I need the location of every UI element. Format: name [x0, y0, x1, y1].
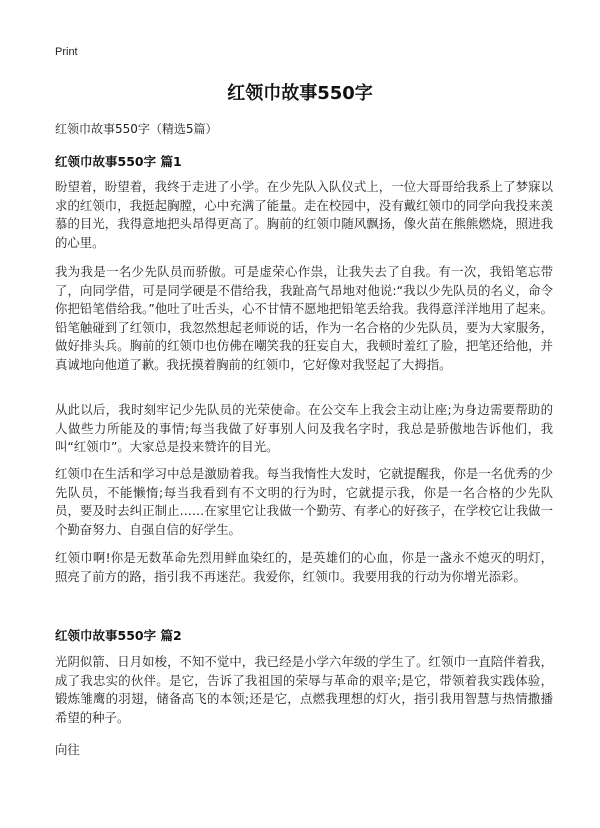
paragraph-1-4: 红领巾在生活和学习中总是激励着我。每当我惰性大发时，它就提醒我，你是一名优秀的少先队员，不能懒惰;每当我看到有不文明的行为时，它就提示我，你是一名合格的少先队员，要及时去纠正制止……在家里它让我做一个勤劳、有孝心的好孩子，在学校它让我做一个勤奋努力、自强自信的好学生。 [55, 466, 553, 537]
document-subtitle: 红领巾故事550字（精选5篇） [55, 122, 218, 136]
section-heading-2: 红领巾故事550字 篇2 [55, 628, 182, 643]
paragraph-1-1: 盼望着，盼望着，我终于走进了小学。在少先队入队仪式上，一位大哥哥给我系上了梦寐以求的红领巾，我挺起胸膛，心中充满了能量。走在校园中，没有戴红领巾的同学向我投来羡慕的目光，我得意地把头昂得更高了。胸前的红领巾随风飘扬，像火苗在熊熊燃烧，照进我的心里。 [55, 179, 553, 250]
paragraph-2-1: 光阴似箭、日月如梭，不知不觉中，我已经是小学六年级的学生了。红领巾一直陪伴着我，成了我忠实的伙伴。是它，告诉了我祖国的荣辱与革命的艰辛;是它，带领着我实践体验，锻炼雏鹰的羽翅，储备高飞的本领;还是它，点燃我理想的灯火，指引我用智慧与热情撒播希望的种子。 [55, 654, 553, 725]
paragraph-1-2: 我为我是一名少先队员而骄傲。可是虚荣心作祟，让我失去了自我。有一次，我铅笔忘带了，向同学借，可是同学硬是不借给我，我趾高气昂地对他说:“我以少先队员的名义，命令你把铅笔借给我。”他吐了吐舌头，心不甘情不愿地把铅笔丢给我。我得意洋洋地用了起来。铅笔触碰到了红领巾，我忽然想起老师说的话，作为一名合格的少先队员，要为大家服务，做好排头兵。胸前的红领巾也仿佛在嘲笑我的狂妄自大，我顿时羞红了脸，把笔还给他，并真诚地向他道了歉。我抚摸着胸前的红领巾，它好像对我竖起了大拇指。 [55, 264, 553, 372]
page-title: 红领巾故事550字 [227, 83, 373, 104]
print-label[interactable]: Print [55, 46, 78, 58]
paragraph-1-5: 红领巾啊!你是无数革命先烈用鲜血染红的，是英雄们的心血，你是一盏永不熄灭的明灯，照亮了前方的路，指引我不再迷茫。我爱你，红领巾。我要用我的行动为你增光添彩。 [55, 550, 553, 584]
section-heading-1: 红领巾故事550字 篇1 [55, 154, 182, 169]
paragraph-1-3: 从此以后，我时刻牢记少先队员的光荣使命。在公交车上我会主动让座;为身边需要帮助的人做些力所能及的事情;每当我做了好事别人问及我名字时，我总是骄傲地告诉他们，我叫“红领巾”。大家总是投来赞许的目光。 [55, 402, 553, 454]
trailing-text: 向往 [55, 742, 80, 757]
